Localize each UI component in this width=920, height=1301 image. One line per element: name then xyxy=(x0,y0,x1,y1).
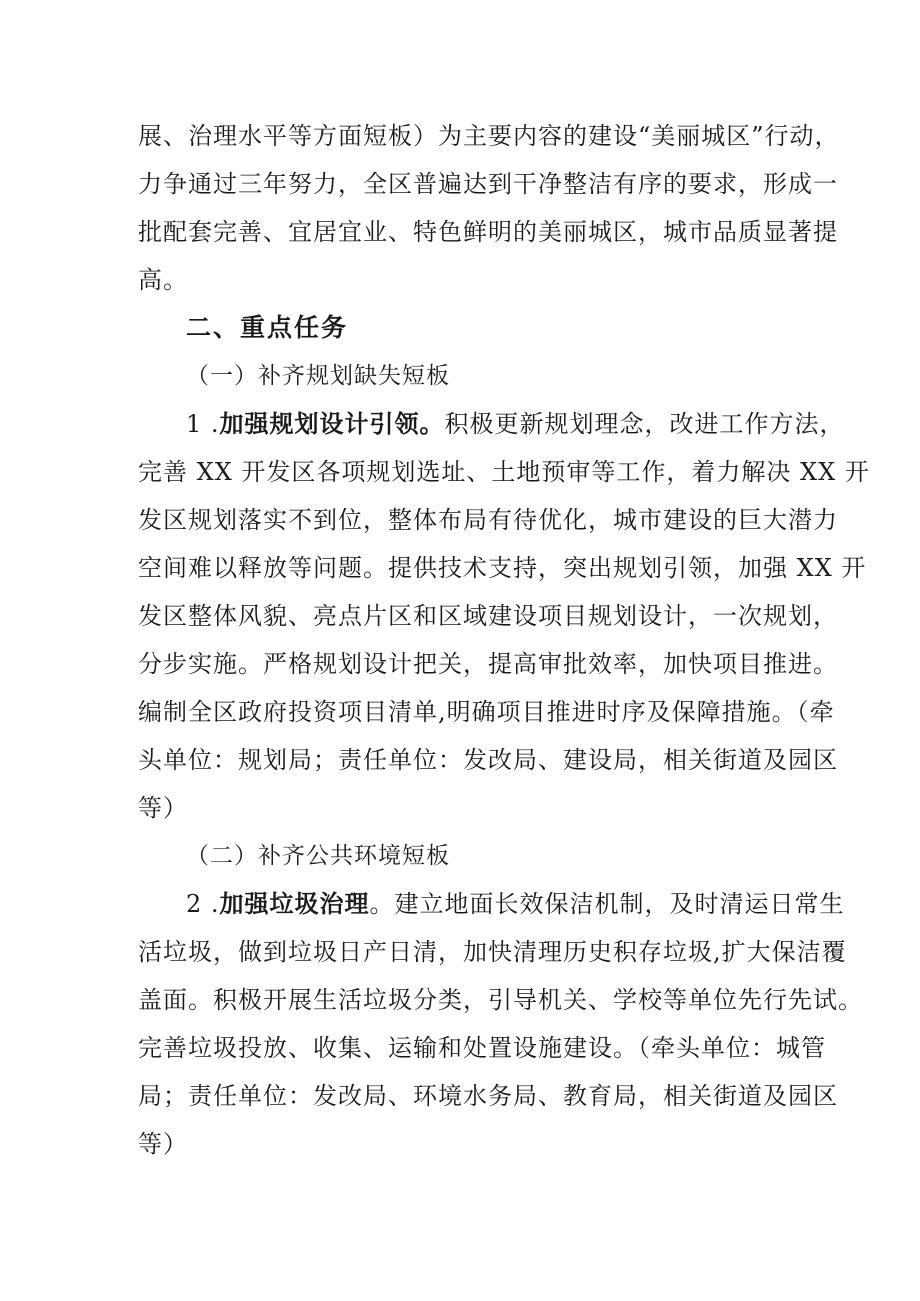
subsection-heading-planning: （一）补齐规划缺失短板 xyxy=(186,363,450,389)
intro-paragraph xyxy=(138,112,840,304)
item-1-first-line-rest: 积极更新规划理念，改进工作方法， xyxy=(444,410,845,438)
item-1-line-6: 分步实施。严格规划设计把关，提高审批效率，加快项目推进。 xyxy=(138,650,838,678)
item-2-line-4: 完善垃圾投放、收集、运输和处置设施建设。（牵头单位：城管 xyxy=(138,1034,826,1062)
intro-line-1: 展、治理水平等方面短板）为主要内容的建设“美丽城区”行动， xyxy=(138,122,840,150)
item-2-first-line xyxy=(138,880,845,928)
item-2-line-2: 活垃圾，做到垃圾日产日清，加快清理历史积存垃圾,扩大保洁覆 xyxy=(138,938,847,966)
item-2-paragraph xyxy=(138,880,863,1168)
item-1-line-7: 编制全区政府投资项目清单,明确项目推进时序及保障措施。（牵 xyxy=(138,698,835,726)
item-1-line-5: 发区整体风貌、亮点片区和区域建设项目规划设计，一次规划， xyxy=(138,602,838,630)
section-heading-key-tasks: 二、重点任务 xyxy=(186,313,349,342)
intro-line-3: 批配套完善、宜居宜业、特色鲜明的美丽城区，城市品质显著提 xyxy=(138,218,838,246)
intro-line-4: 高。 xyxy=(138,266,188,294)
item-1-line-3: 发区规划落实不到位，整体布局有待优化，城市建设的巨大潜力 xyxy=(138,506,838,534)
item-2-number: 2 . xyxy=(186,890,220,918)
item-1-lead: 加强规划设计引领。 xyxy=(219,410,445,438)
intro-line-2: 力争通过三年努力，全区普遍达到干净整洁有序的要求，形成一 xyxy=(138,170,838,198)
item-1-first-line xyxy=(138,400,845,448)
subsection-heading-public-environment: （二）补齐公共环境短板 xyxy=(186,843,450,869)
item-1-number: 1 . xyxy=(186,410,220,438)
item-2-lead: 加强垃圾治理 xyxy=(219,890,370,918)
item-1-line-9: 等） xyxy=(138,794,188,822)
item-2-line-6: 等） xyxy=(138,1130,188,1158)
item-1-line-4: 空间难以释放等问题。提供技术支持，突出规划引领，加强 XX 开 xyxy=(138,554,867,582)
item-2-line-5: 局；责任单位：发改局、环境水务局、教育局，相关街道及园区 xyxy=(138,1082,838,1110)
item-2-line-3: 盖面。积极开展生活垃圾分类，引导机关、学校等单位先行先试。 xyxy=(138,986,863,1014)
item-1-paragraph xyxy=(138,400,870,832)
item-1-line-8: 头单位：规划局；责任单位：发改局、建设局，相关街道及园区 xyxy=(138,746,838,774)
item-2-first-line-rest: 。建立地面长效保洁机制，及时清运日常生 xyxy=(369,890,845,918)
item-1-line-2: 完善 XX 开发区各项规划选址、土地预审等工作，着力解决 XX 开 xyxy=(138,458,870,486)
